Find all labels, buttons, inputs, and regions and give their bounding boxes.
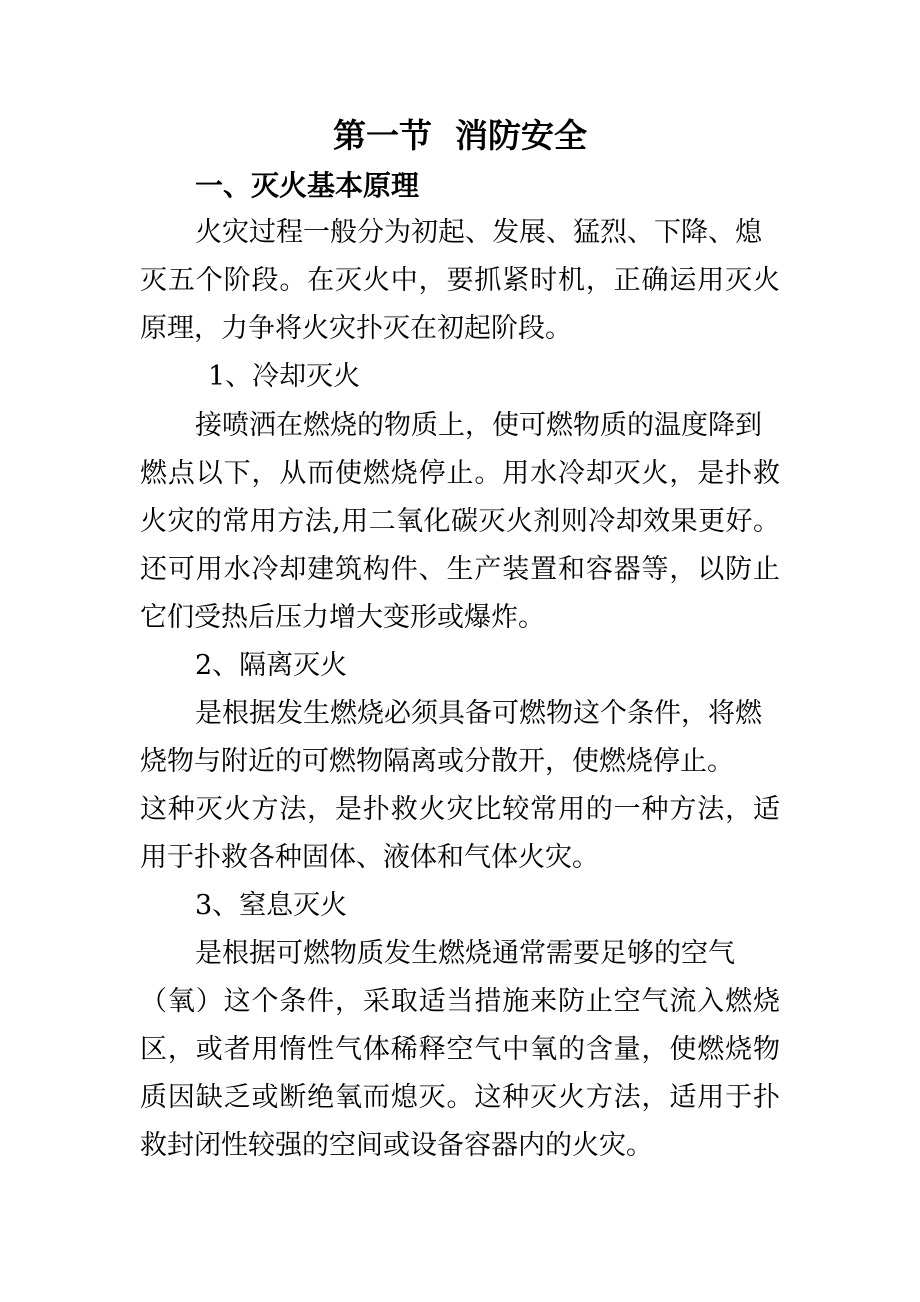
subheading: 3、窒息灭火 (195, 890, 348, 921)
subheading: 1、冷却灭火 (208, 361, 361, 392)
paragraph-line: 救封闭性较强的空间或设备容器内的火灾。 (140, 1130, 653, 1161)
paragraph-line: 这种灭火方法，是扑救火灾比较常用的一种方法，适 (140, 794, 780, 825)
paragraph-line: 火灾的常用方法,用二氧化碳灭火剂则冷却效果更好。 (140, 506, 780, 537)
paragraph-line: 烧物与附近的可燃物隔离或分散开，使燃烧停止。 (140, 746, 734, 777)
paragraph-line: 接喷洒在燃烧的物质上，使可燃物质的温度降到 (195, 410, 762, 441)
paragraph-line: 质因缺乏或断绝氧而熄灭。这种灭火方法，适用于扑 (140, 1082, 780, 1113)
paragraph-line: 区，或者用惰性气体稀释空气中氧的含量，使燃烧物 (140, 1034, 780, 1065)
paragraph-line: 燃点以下，从而使燃烧停止。用水冷却灭火，是扑救 (140, 458, 780, 489)
paragraph-line: 还可用水冷却建筑构件、生产装置和容器等，以防止 (140, 554, 780, 585)
section-heading: 一、灭火基本原理 (195, 169, 420, 202)
page-title: 第一节 消防安全 (333, 116, 587, 155)
paragraph-line: 是根据可燃物质发生燃烧通常需要足够的空气 (195, 938, 735, 969)
paragraph-line: 灭五个阶段。在灭火中，要抓紧时机，正确运用灭火 (140, 265, 780, 296)
subheading: 2、隔离灭火 (195, 650, 348, 681)
paragraph-line: （氧）这个条件，采取适当措施来防止空气流入燃烧 (140, 986, 780, 1017)
paragraph-line: 原理，力争将火灾扑灭在初起阶段。 (140, 313, 572, 344)
paragraph-line: 是根据发生燃烧必须具备可燃物这个条件，将燃 (195, 698, 762, 729)
paragraph-line: 用于扑救各种固体、液体和气体火灾。 (140, 842, 599, 873)
paragraph-line: 它们受热后压力增大变形或爆炸。 (140, 602, 545, 633)
paragraph-line: 火灾过程一般分为初起、发展、猛烈、下降、熄 (195, 217, 762, 248)
